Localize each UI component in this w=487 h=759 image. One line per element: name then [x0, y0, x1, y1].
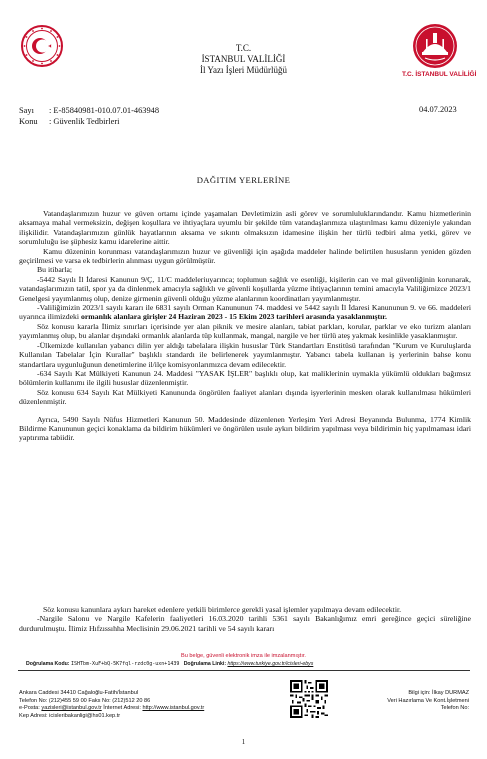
letterhead: [0, 43, 487, 76]
letter-body-continued: [19, 605, 471, 633]
logo-caption: T.C. İSTANBUL VALİLİĞİ: [402, 71, 477, 78]
verify-link[interactable]: https://www.turkiye.gov.tr/icisleri-ebys: [227, 661, 314, 667]
sayi-label: Sayı: [19, 106, 34, 115]
paragraph: Bu itibarla;: [37, 265, 73, 275]
paragraph: Söz konusu 634 Sayılı Kat Mülkiyeti Kanununda öngörülen faaliyet alanları dışında işyerlerinin mesken olarak kullanılması hükümleri düzenlenmiştir.: [19, 387, 471, 407]
contact-phone: Telefon No:: [440, 705, 469, 711]
verify-code-label: Doğrulama Kodu:: [26, 661, 70, 667]
website-link[interactable]: http://www.istanbul.gov.tr: [142, 705, 205, 711]
address-line: Ankara Caddesi 34410 Cağaloğlu-Fatih/İstanbul: [19, 690, 139, 696]
contact-person: Bilgi için: İlkay DURMAZ: [408, 690, 469, 696]
document-date: 04.07.2023: [419, 105, 457, 114]
header-tc: T.C.: [235, 43, 252, 53]
verify-code: ISHTbm-XuF+bQ-5K7fql-rzdc0g-uxn+1439: [70, 661, 180, 667]
distribution-title: DAĞITIM YERLERİNE: [196, 175, 291, 185]
sayi-value: : E-85840981-010.07.01-463948: [49, 106, 160, 115]
paragraph: -634 Sayılı Kat Mülkiyeti Kanunun 24. Maddesi "YASAK İŞLER" başlıklı olup, kat maliklerinin uymakla yükümlü oldukları bağımsız bölümlerin kullanımı ile ilgili hususlar düzenlenmiştir.: [19, 368, 471, 388]
header-directorate: İl Yazı İşleri Müdürlüğü: [200, 65, 287, 75]
reference-number-row: [19, 105, 159, 116]
contact-title: Veri Hazırlama Ve Kont.İşletmeni: [387, 697, 469, 704]
footer-divider: [18, 670, 470, 671]
verification-line: [26, 661, 313, 667]
contact-block: [19, 690, 204, 720]
paragraph: Söz konusu kanunlara aykırı hareket edenlere yetkili birimlerce gerekli yasal işlemler yapılmaya devam edilecektir.: [43, 605, 402, 614]
page-number: 1: [241, 738, 246, 746]
subject-row: [19, 116, 119, 127]
paragraph: Ayrıca, 5490 Sayılı Nüfus Hizmetleri Kanunun 50. Maddesinde düzenlenen Yerleşim Yeri Adresi Beyanında Bulunma, 1774 Kimlik Bildirme Kanununun geçici konaklama da bildirim hükümleri ve öngörülen usule aykırı bildirim yapılması veya bildirimin hiç yapılmaması idari yaptırıma tabiidir.: [19, 414, 471, 443]
paragraph: -Ülkemizde kullanılan yabancı dilin yer aldığı tabelalara ilişkin hususlar Türk Standartları Enstitüsü tarafından "Kurum ve Kuruluşlarda Kullanılan Tabelalar İçin Kurallar" başlıklı standardı ile belirlenerek yayımlanmıştır. Yabancı tabela kullanan iş yerlerinin bahse konu standartlara uygunluğunun denetimlerine il/ilçe komisyonlarımızca devam edilecektir.: [19, 340, 471, 369]
phone-fax-line: Telefon No: (212)455 59 00 Faks No: (212)512 20 86: [19, 697, 151, 704]
verify-link-label: Doğrulama Linki:: [183, 661, 227, 667]
contact-person-block: [387, 690, 469, 713]
kep-address: Kep Adresi: icisleribakanligi@hs01.kep.tr: [19, 712, 121, 719]
email-link[interactable]: yazisleri@istanbul.gov.tr: [41, 705, 102, 711]
letter-body: [19, 209, 471, 443]
paragraph: -5442 Sayılı İl İdaresi Kanunun 9/Ç, 11/C maddeleriuyarınca; toplumun sağlık ve esenliği, kişilerin can ve mal güvenliğinin korunarak, vatandaşlarımızın tatil, spor ya da dinlenmek amacıyla sağlıklı ve güvenli koşullarda yüzme ihtiyaçlarının temini amacıyla Valiliğimizce 2023/1 Genelgesi yayımlanmış olup, denize girmenin güvenli olduğu yüzme alanlarının koordinatları yayımlanmıştır.: [19, 274, 471, 303]
konu-label: Konu: [19, 117, 38, 126]
e-signature-note: Bu belge, güvenli elektronik imza ile imzalanmıştır.: [181, 653, 306, 659]
forest-ban-dates: ormanlık alanlara girişler 24 Haziran 2023 - 15 Ekim 2023 tarihleri arasında yasaklanmıştır.: [80, 312, 387, 322]
email-web-line: e-Posta: yazisleri@istanbul.gov.tr İnternet Adresi: http://www.istanbul.gov.tr: [19, 705, 205, 711]
qr-code: [290, 680, 328, 718]
paragraph: Kamu düzeninin korunması vatandaşlarımızın huzur ve güvenliği için aşağıda maddeler halinde belirtilen hususların yeniden gözden geçirilmesi ve varsa ek tedbirlerin alınması uygun görülmüştür.: [19, 246, 471, 266]
paragraph: -Nargile Salonu ve Nargile Kafelerin faaliyetleri 16.03.2020 tarihli 5361 sayılı Bakanlığımız emri gereğince geçici süreliğine durdurulmuştu. İlimiz Hıfzıssıhha Meclisinin 29.06.2021 tarihli ve 54 sayılı kararı: [19, 614, 471, 633]
paragraph: Söz konusu kararla İlimiz sınırları içerisinde yer alan piknik ve mesire alanları, tabiat parkları, korular, parklar ve eko turizm alanları yayımlanmış olup, bu alanlar dışındaki ormanlık alanlarda tüp kullanmak, mangal, nargile ve her türlü ateş yakmak kesinlikle yasaklanmıştır.: [19, 321, 471, 341]
konu-value: : Güvenlik Tedbirleri: [49, 117, 120, 126]
header-governorship: İSTANBUL VALİLİĞİ: [201, 54, 286, 64]
paragraph-forest-ban: -Valiliğimizin 2023/1 sayılı kararı ile 6831 sayılı Orman Kanununun 74. maddesi ve 5442 sayılı İl İdaresi Kanununun 9. ve 66. maddeleri uyarınca ilimizdeki ormanlık alanlara girişler 24 Haziran 2023 - 15 Ekim 2023 tarihleri arasında yasaklanmıştır.: [19, 303, 471, 322]
paragraph: Vatandaşlarımızın huzur ve güven ortamı içinde yaşamaları Devletimizin asli görev ve sorumluluklarındandır. Kamu hizmetlerinin aksamaya mahal vermeksizin, değişen koşullara ve ihtiyaçlara uyumlu bir şekilde tüm vatandaşlarımıza ulaştırılması kamu düzeniyle yakından ilişkilidir. Vatandaşlarımızın günlük hayatlarının aksama ve sıkıntı olmaksızın idamesine ilişkin her türlü tedbiri alma yetki, görev ve sorumluluğu ise şüphesiz kamu idarelerine aittir.: [19, 209, 471, 247]
